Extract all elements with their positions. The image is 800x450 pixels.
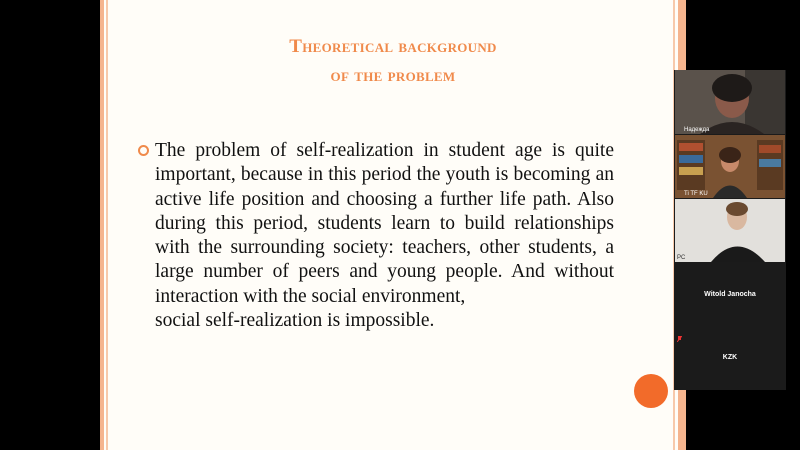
participant-tile-witold-janocha[interactable] bbox=[675, 263, 785, 326]
body-paragraph: The problem of self-realization in student age is quite important, because in this period the youth is becoming an active life position and choosing a further life path. Also during this period, students learn to build relationships with the surrounding society: teachers, other students, a large number of peers and young people. And without interaction with the social environment, bbox=[155, 140, 614, 307]
slide-title-line2: of the problem bbox=[330, 65, 456, 86]
participant-name: PC bbox=[677, 255, 686, 261]
muted-mic-icon bbox=[677, 383, 682, 389]
participant-tile-titfku[interactable] bbox=[675, 135, 785, 198]
participant-name: Надежда bbox=[684, 127, 710, 133]
muted-mic-icon bbox=[677, 191, 682, 197]
slide-body-text bbox=[155, 139, 614, 333]
participant-name: Witold Janocha bbox=[704, 291, 756, 298]
body-last-line: social self-realization is impossible. bbox=[155, 310, 435, 332]
participant-name: Ti TF KU bbox=[684, 191, 708, 197]
participant-name: KZK bbox=[722, 354, 738, 361]
orange-circle-decoration bbox=[634, 374, 668, 408]
participant-tile-nadezhda[interactable] bbox=[675, 70, 785, 134]
slide-title-line1: Theoretical background bbox=[289, 36, 497, 57]
participant-video-icon bbox=[675, 135, 785, 198]
slide-title bbox=[100, 32, 686, 90]
muted-mic-icon bbox=[677, 329, 682, 335]
video-participants-panel bbox=[674, 70, 786, 390]
participant-video-icon bbox=[675, 199, 785, 262]
participant-tile-kzk[interactable] bbox=[675, 327, 785, 390]
bullet-circle-icon bbox=[138, 145, 149, 156]
participant-video-icon bbox=[675, 70, 785, 134]
participant-tile-pc[interactable] bbox=[675, 199, 785, 262]
muted-mic-icon bbox=[677, 127, 682, 133]
